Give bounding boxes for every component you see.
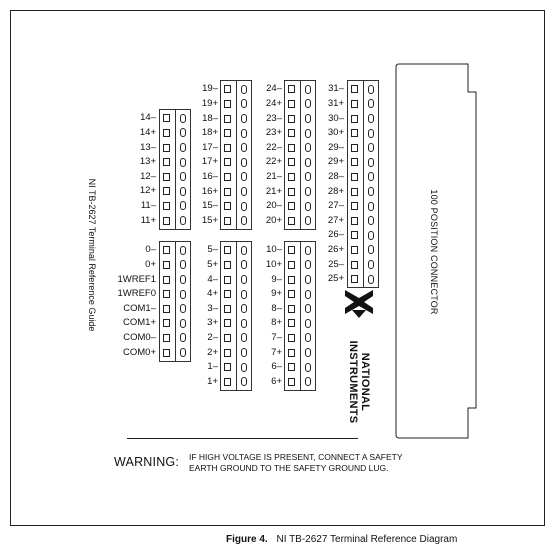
terminal-label-text: 8+ bbox=[271, 317, 282, 329]
terminal-label bbox=[96, 216, 156, 226]
terminal-label bbox=[158, 318, 218, 328]
terminal-label bbox=[158, 289, 218, 299]
terminal-label bbox=[158, 275, 218, 285]
terminal-label-text: 2+ bbox=[207, 346, 218, 358]
terminal-label-text: 17– bbox=[202, 141, 218, 153]
terminal-label bbox=[284, 230, 344, 240]
terminal-label bbox=[222, 260, 282, 270]
terminal-label-text: 30+ bbox=[327, 127, 344, 139]
terminal-label-text: 1WREF0 bbox=[117, 288, 156, 300]
terminal-label-text: 6– bbox=[271, 361, 282, 373]
terminal-label bbox=[158, 99, 218, 109]
terminal-label-text: 9+ bbox=[271, 288, 282, 300]
terminal-label-text: 11– bbox=[140, 199, 156, 211]
terminal-label-text: 29+ bbox=[327, 156, 344, 168]
terminal-screw-square-icon bbox=[351, 115, 358, 123]
terminal-label bbox=[96, 260, 156, 270]
terminal-clamp-oval-icon bbox=[305, 260, 311, 269]
terminal-label-text: 13– bbox=[140, 141, 156, 153]
terminal-label-text: 5– bbox=[207, 244, 218, 256]
terminal-screw-square-icon bbox=[351, 188, 358, 196]
terminal-label bbox=[96, 201, 156, 211]
terminal-label bbox=[284, 201, 344, 211]
terminal-label bbox=[96, 333, 156, 343]
terminal-label-text: 8– bbox=[271, 302, 282, 314]
terminal-label-text: 20– bbox=[266, 200, 282, 212]
terminal-label bbox=[158, 114, 218, 124]
terminal-label bbox=[284, 187, 344, 197]
terminal-label bbox=[158, 84, 218, 94]
terminal-clamp-oval-icon bbox=[305, 348, 311, 357]
terminal-label-text: 10– bbox=[266, 244, 282, 256]
terminal-label-text: 0– bbox=[145, 244, 156, 256]
terminal-label bbox=[158, 143, 218, 153]
terminal-label-text: 10+ bbox=[265, 258, 282, 270]
terminal-label-text: 16+ bbox=[201, 185, 218, 197]
terminal-label-text: COM1– bbox=[123, 302, 156, 314]
terminal-screw-square-icon bbox=[351, 100, 358, 108]
terminal-screw-square-icon bbox=[351, 246, 358, 254]
terminal-label-text: 7+ bbox=[271, 346, 282, 358]
terminal-screw-square-icon bbox=[288, 349, 295, 357]
terminal-label-text: 27– bbox=[328, 200, 344, 212]
terminal-label bbox=[158, 260, 218, 270]
terminal-clamp-oval-icon bbox=[368, 129, 374, 138]
terminal-label bbox=[96, 172, 156, 182]
warning-separator bbox=[127, 438, 358, 439]
terminal-screw-square-icon bbox=[288, 363, 295, 371]
terminal-label bbox=[158, 157, 218, 167]
logo-line-national: NATIONAL bbox=[359, 352, 371, 412]
terminal-label bbox=[158, 128, 218, 138]
terminal-label-text: 0+ bbox=[145, 258, 156, 270]
terminal-clamp-oval-icon bbox=[368, 231, 374, 240]
terminal-screw-square-icon bbox=[351, 202, 358, 210]
terminal-clamp-oval-icon bbox=[305, 377, 311, 386]
block-divider bbox=[363, 81, 364, 287]
figure-title: NI TB-2627 Terminal Reference Diagram bbox=[276, 534, 458, 545]
terminal-screw-square-icon bbox=[351, 158, 358, 166]
terminal-label-text: 23+ bbox=[265, 127, 282, 139]
terminal-label-text: 30– bbox=[328, 112, 344, 124]
terminal-label bbox=[284, 99, 344, 109]
terminal-label bbox=[284, 143, 344, 153]
terminal-label bbox=[284, 128, 344, 138]
terminal-screw-square-icon bbox=[288, 334, 295, 342]
terminal-label-text: COM1+ bbox=[123, 317, 156, 329]
terminal-screw-square-icon bbox=[288, 305, 295, 313]
terminal-label bbox=[222, 114, 282, 124]
terminal-label bbox=[222, 318, 282, 328]
terminal-label bbox=[158, 172, 218, 182]
terminal-label bbox=[284, 84, 344, 94]
terminal-label-text: 1– bbox=[207, 361, 218, 373]
terminal-label-text: 29– bbox=[328, 141, 344, 153]
terminal-clamp-oval-icon bbox=[368, 260, 374, 269]
terminal-label bbox=[222, 143, 282, 153]
terminal-label bbox=[222, 362, 282, 372]
terminal-label-text: 28+ bbox=[327, 185, 344, 197]
terminal-label bbox=[158, 348, 218, 358]
terminal-label bbox=[222, 289, 282, 299]
terminal-label-text: 21+ bbox=[265, 185, 282, 197]
terminal-screw-square-icon bbox=[351, 144, 358, 152]
logo-text bbox=[346, 322, 386, 442]
terminal-label bbox=[284, 172, 344, 182]
terminal-label-text: 13+ bbox=[139, 156, 156, 168]
terminal-clamp-oval-icon bbox=[368, 85, 374, 94]
figure-caption bbox=[226, 534, 457, 545]
terminal-label-text: 19+ bbox=[201, 97, 218, 109]
terminal-clamp-oval-icon bbox=[368, 216, 374, 225]
terminal-screw-square-icon bbox=[351, 261, 358, 269]
terminal-label-text: 25– bbox=[328, 258, 344, 270]
terminal-label-text: 16– bbox=[202, 170, 218, 182]
terminal-label bbox=[158, 333, 218, 343]
terminal-label bbox=[158, 216, 218, 226]
terminal-clamp-oval-icon bbox=[305, 333, 311, 342]
terminal-label-text: 4– bbox=[207, 273, 218, 285]
terminal-label-text: 21– bbox=[266, 170, 282, 182]
terminal-label-text: 22+ bbox=[265, 156, 282, 168]
terminal-label-text: 1WREF1 bbox=[117, 273, 156, 285]
terminal-label bbox=[222, 201, 282, 211]
terminal-label-text: 26– bbox=[328, 229, 344, 241]
terminal-label-text: COM0+ bbox=[123, 346, 156, 358]
terminal-label-text: 18– bbox=[202, 112, 218, 124]
terminal-label bbox=[222, 216, 282, 226]
terminal-label-text: 31– bbox=[328, 83, 344, 95]
terminal-label bbox=[158, 377, 218, 387]
terminal-clamp-oval-icon bbox=[368, 172, 374, 181]
terminal-screw-square-icon bbox=[288, 290, 295, 298]
terminal-label bbox=[96, 157, 156, 167]
terminal-label-text: 20+ bbox=[265, 214, 282, 226]
terminal-label-text: 3– bbox=[207, 302, 218, 314]
figure-number: Figure 4. bbox=[226, 534, 268, 545]
terminal-label-text: 1+ bbox=[207, 375, 218, 387]
terminal-screw-square-icon bbox=[288, 261, 295, 269]
terminal-label-text: 31+ bbox=[327, 97, 344, 109]
terminal-label-text: 15– bbox=[202, 200, 218, 212]
terminal-label-text: 2– bbox=[207, 331, 218, 343]
terminal-clamp-oval-icon bbox=[305, 363, 311, 372]
terminal-label bbox=[222, 333, 282, 343]
connector-label: 100 POSITION CONNECTOR bbox=[429, 189, 439, 315]
terminal-label bbox=[284, 216, 344, 226]
warning-heading: WARNING: bbox=[114, 455, 180, 469]
terminal-label-text: 3+ bbox=[207, 317, 218, 329]
guide-title: NI TB-2627 Terminal Reference Guide bbox=[87, 178, 97, 332]
terminal-label bbox=[222, 157, 282, 167]
terminal-label-text: 4+ bbox=[207, 288, 218, 300]
terminal-screw-square-icon bbox=[351, 217, 358, 225]
terminal-label bbox=[222, 275, 282, 285]
terminal-block-right bbox=[347, 80, 379, 288]
terminal-label-text: COM0– bbox=[123, 331, 156, 343]
terminal-label-text: 26+ bbox=[327, 243, 344, 255]
terminal-label bbox=[222, 377, 282, 387]
warning-text: IF HIGH VOLTAGE IS PRESENT, CONNECT A SAFETY EARTH GROUND TO THE SAFETY GROUND LUG. bbox=[189, 452, 403, 473]
terminal-label-text: 24– bbox=[266, 83, 282, 95]
terminal-label-text: 22– bbox=[266, 141, 282, 153]
terminal-label bbox=[284, 157, 344, 167]
terminal-clamp-oval-icon bbox=[305, 246, 311, 255]
terminal-screw-square-icon bbox=[351, 231, 358, 239]
terminal-screw-square-icon bbox=[351, 173, 358, 181]
terminal-screw-square-icon bbox=[288, 246, 295, 254]
terminal-label-text: 17+ bbox=[201, 156, 218, 168]
terminal-label bbox=[222, 128, 282, 138]
terminal-clamp-oval-icon bbox=[368, 245, 374, 254]
terminal-clamp-oval-icon bbox=[305, 304, 311, 313]
terminal-label bbox=[96, 186, 156, 196]
terminal-label-text: 24+ bbox=[265, 97, 282, 109]
terminal-label-text: 27+ bbox=[327, 214, 344, 226]
terminal-label bbox=[96, 113, 156, 123]
terminal-screw-square-icon bbox=[351, 129, 358, 137]
terminal-clamp-oval-icon bbox=[368, 275, 374, 284]
terminal-label bbox=[222, 99, 282, 109]
terminal-clamp-oval-icon bbox=[305, 275, 311, 284]
terminal-label-text: 6+ bbox=[271, 375, 282, 387]
terminal-label-text: 12– bbox=[140, 170, 156, 182]
terminal-label-text: 12+ bbox=[139, 185, 156, 197]
terminal-label bbox=[96, 245, 156, 255]
terminal-label bbox=[222, 172, 282, 182]
terminal-label bbox=[96, 304, 156, 314]
terminal-label-text: 15+ bbox=[201, 214, 218, 226]
terminal-screw-square-icon bbox=[288, 378, 295, 386]
terminal-clamp-oval-icon bbox=[305, 319, 311, 328]
terminal-label-text: 14+ bbox=[139, 126, 156, 138]
terminal-screw-square-icon bbox=[288, 276, 295, 284]
terminal-clamp-oval-icon bbox=[368, 187, 374, 196]
terminal-label bbox=[158, 187, 218, 197]
terminal-label bbox=[96, 318, 156, 328]
terminal-clamp-oval-icon bbox=[368, 158, 374, 167]
terminal-clamp-oval-icon bbox=[368, 114, 374, 123]
terminal-label bbox=[96, 289, 156, 299]
terminal-clamp-oval-icon bbox=[305, 290, 311, 299]
terminal-label bbox=[222, 245, 282, 255]
terminal-label-text: 18+ bbox=[201, 127, 218, 139]
logo-line-instruments: INSTRUMENTS bbox=[347, 340, 359, 424]
terminal-label bbox=[158, 201, 218, 211]
terminal-label bbox=[222, 84, 282, 94]
terminal-label bbox=[96, 128, 156, 138]
terminal-label-text: 7– bbox=[271, 331, 282, 343]
terminal-label bbox=[96, 143, 156, 153]
terminal-clamp-oval-icon bbox=[368, 143, 374, 152]
terminal-screw-square-icon bbox=[288, 319, 295, 327]
terminal-label bbox=[222, 348, 282, 358]
terminal-label bbox=[222, 187, 282, 197]
terminal-label-text: 23– bbox=[266, 112, 282, 124]
terminal-label bbox=[158, 245, 218, 255]
terminal-label-text: 14– bbox=[140, 112, 156, 124]
terminal-label-text: 28– bbox=[328, 170, 344, 182]
terminal-label-text: 11+ bbox=[140, 214, 156, 226]
block-divider bbox=[300, 242, 301, 390]
terminal-screw-square-icon bbox=[351, 85, 358, 93]
terminal-label-text: 9– bbox=[271, 273, 282, 285]
terminal-label bbox=[158, 304, 218, 314]
terminal-label bbox=[284, 114, 344, 124]
terminal-label-text: 25+ bbox=[327, 273, 344, 285]
terminal-label-text: 19– bbox=[202, 83, 218, 95]
terminal-label-text: 5+ bbox=[207, 258, 218, 270]
terminal-label bbox=[222, 304, 282, 314]
terminal-clamp-oval-icon bbox=[368, 99, 374, 108]
terminal-clamp-oval-icon bbox=[368, 202, 374, 211]
terminal-screw-square-icon bbox=[351, 275, 358, 283]
terminal-label bbox=[96, 275, 156, 285]
terminal-label bbox=[96, 348, 156, 358]
terminal-label bbox=[158, 362, 218, 372]
